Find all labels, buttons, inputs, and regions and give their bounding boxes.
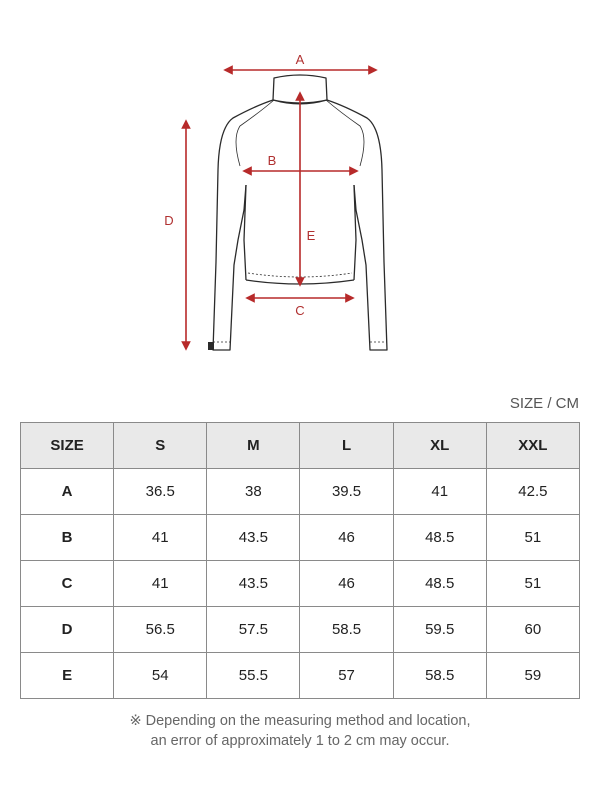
dimension-e xyxy=(300,96,316,282)
column-header: SIZE xyxy=(21,423,114,469)
dimension-b-label: B xyxy=(267,153,277,168)
column-header: S xyxy=(114,423,207,469)
dimension-c-label: C xyxy=(295,303,305,318)
size-table xyxy=(20,422,580,699)
column-header: M xyxy=(207,423,300,469)
table-cell: 39.5 xyxy=(300,469,393,515)
table-cell: 57.5 xyxy=(207,607,300,653)
row-label: B xyxy=(21,515,114,561)
table-cell: 46 xyxy=(300,515,393,561)
table-cell: 46 xyxy=(300,561,393,607)
table-cell: 43.5 xyxy=(207,515,300,561)
dimension-d xyxy=(164,124,186,346)
dimension-d-label: D xyxy=(164,213,174,228)
table-cell: 55.5 xyxy=(207,653,300,699)
dimension-e-label: E xyxy=(306,228,316,243)
unit-label: SIZE / CM xyxy=(509,395,579,412)
table-header-row xyxy=(21,423,580,469)
row-label: A xyxy=(21,469,114,515)
table-cell: 43.5 xyxy=(207,561,300,607)
table-cell: 56.5 xyxy=(114,607,207,653)
table-cell: 41 xyxy=(393,469,486,515)
table-cell: 48.5 xyxy=(393,515,486,561)
row-label: D xyxy=(21,607,114,653)
dimension-c xyxy=(250,298,350,318)
table-cell: 54 xyxy=(114,653,207,699)
table-row xyxy=(21,469,580,515)
table-row xyxy=(21,653,580,699)
column-header: L xyxy=(300,423,393,469)
table-cell: 48.5 xyxy=(393,561,486,607)
table-cell: 51 xyxy=(486,561,579,607)
table-cell: 36.5 xyxy=(114,469,207,515)
column-header: XL xyxy=(393,423,486,469)
column-header: XXL xyxy=(486,423,579,469)
table-cell: 51 xyxy=(486,515,579,561)
table-row xyxy=(21,607,580,653)
measurement-note-line2: an error of approximately 1 to 2 cm may occur. xyxy=(150,733,450,749)
dimension-a-label: A xyxy=(295,52,305,67)
table-cell: 41 xyxy=(114,561,207,607)
dimension-a xyxy=(228,52,373,70)
measurement-note-line1: ※ Depending on the measuring method and location, xyxy=(129,713,471,729)
table-cell: 58.5 xyxy=(393,653,486,699)
row-label: E xyxy=(21,653,114,699)
table-cell: 57 xyxy=(300,653,393,699)
table-cell: 59 xyxy=(486,653,579,699)
table-cell: 41 xyxy=(114,515,207,561)
table-cell: 60 xyxy=(486,607,579,653)
row-label: C xyxy=(21,561,114,607)
garment-measurement-diagram xyxy=(0,0,600,380)
table-cell: 58.5 xyxy=(300,607,393,653)
table-cell: 38 xyxy=(207,469,300,515)
table-cell: 42.5 xyxy=(486,469,579,515)
table-cell: 59.5 xyxy=(393,607,486,653)
table-row xyxy=(21,561,580,607)
table-row xyxy=(21,515,580,561)
